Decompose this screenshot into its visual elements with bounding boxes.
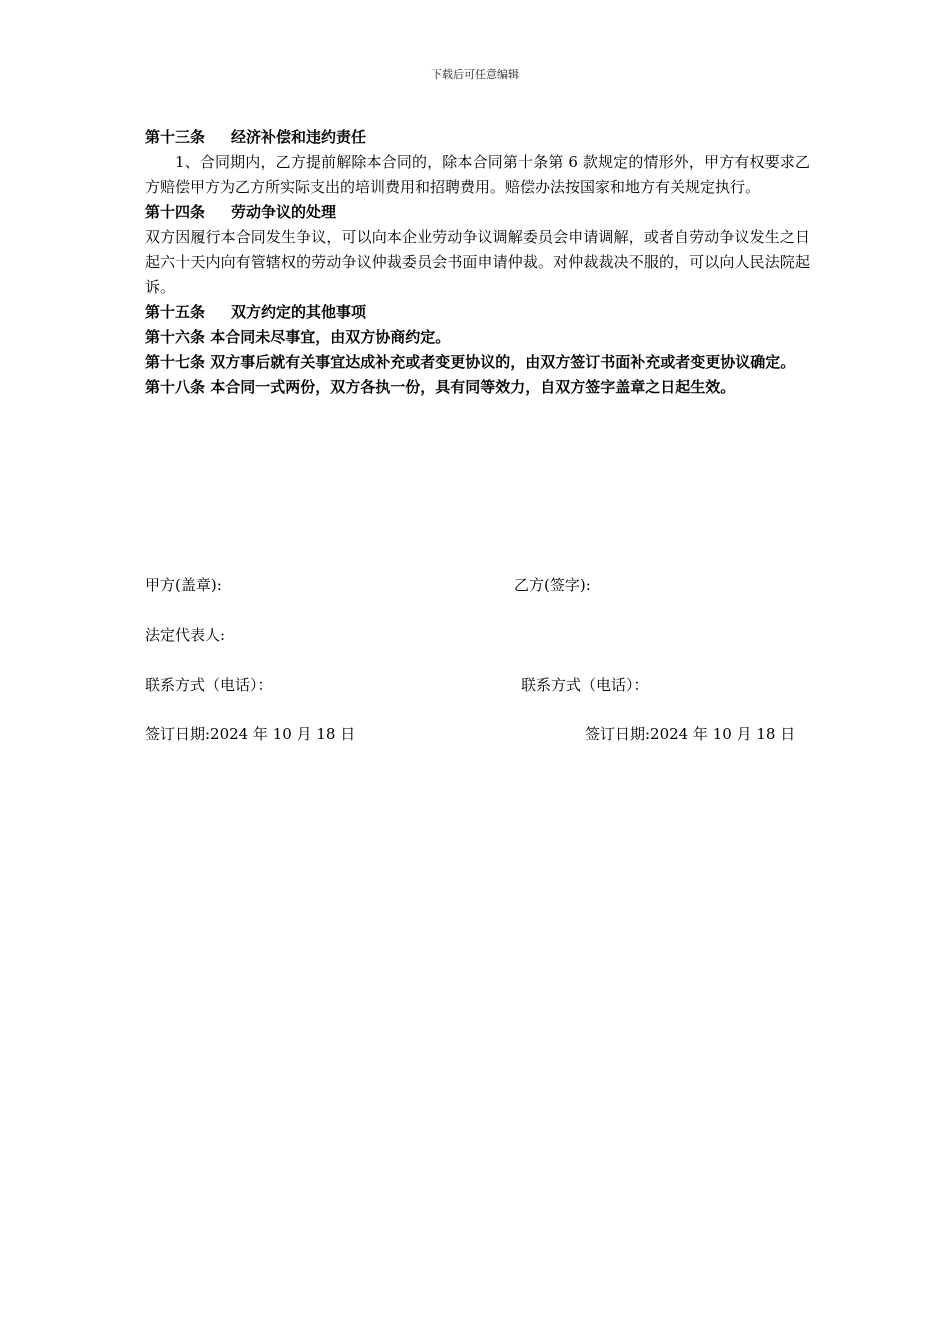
- legal-representative-label: 法定代表人:: [145, 626, 226, 644]
- party-a-seal-label: 甲方(盖章):: [145, 576, 222, 594]
- page-header: 下载后可任意编辑: [431, 68, 519, 81]
- party-a-sign-date: 签订日期:2024 年 10 月 18 日: [145, 725, 356, 743]
- article-13-title: 经济补偿和违约责任: [231, 128, 367, 146]
- article-15-number: 第十五条: [145, 303, 206, 321]
- contract-body: [145, 125, 810, 400]
- article-13-body: 1、合同期内，乙方提前解除本合同的，除本合同第十条第 6 款规定的情形外，甲方有权要求乙方赔偿甲方为乙方所实际支出的培训费用和招聘费用。赔偿办法按国家和地方有关规定执行。: [145, 153, 810, 196]
- article-14-heading: [145, 200, 810, 225]
- article-14-body: 双方因履行本合同发生争议，可以向本企业劳动争议调解委员会申请调解，或者自劳动争议发生之日起六十天内向有管辖权的劳动争议仲裁委员会书面申请仲裁。对仲裁裁决不服的，可以向人民法院起诉。: [145, 228, 810, 296]
- party-b-sign-date: 签订日期:2024 年 10 月 18 日: [585, 725, 796, 743]
- article-18: 第十八条 本合同一式两份，双方各执一份，具有同等效力，自双方签字盖章之日起生效。: [145, 378, 736, 396]
- article-14-title: 劳动争议的处理: [231, 203, 337, 221]
- article-17: 第十七条 双方事后就有关事宜达成补充或者变更协议的，由双方签订书面补充或者变更协议确定。: [145, 353, 796, 371]
- article-14-number: 第十四条: [145, 203, 206, 221]
- article-16: 第十六条 本合同未尽事宜，由双方协商约定。: [145, 328, 451, 346]
- party-b-signature-label: 乙方(签字):: [514, 576, 591, 594]
- article-15-title: 双方约定的其他事项: [231, 303, 367, 321]
- article-13-number: 第十三条: [145, 128, 206, 146]
- article-15-heading: [145, 300, 810, 325]
- article-13-heading: [145, 125, 810, 150]
- party-a-contact-label: 联系方式（电话）：: [145, 676, 273, 694]
- party-b-contact-label: 联系方式（电话）：: [521, 676, 649, 694]
